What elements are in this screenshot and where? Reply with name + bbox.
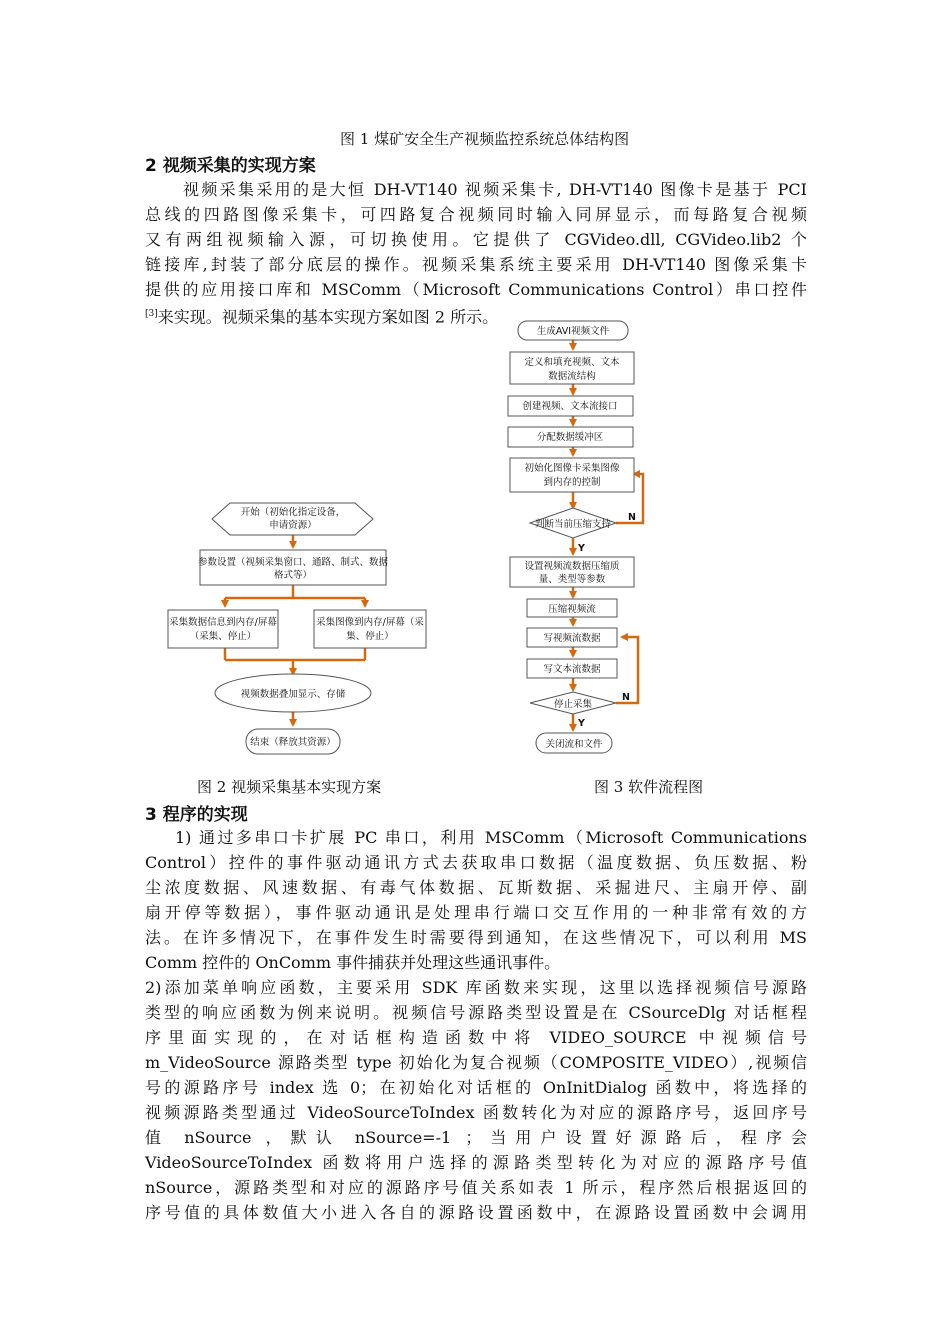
fig2-overlay-text: 视频数据叠加显示、存储 (240, 689, 346, 700)
sec2-line-4: 链接库,封装了部分底层的操作。视频采集系统主要采用 DH-VT140 图像采集卡 (145, 255, 807, 274)
fig2-right-text-2: 集、停止） (346, 631, 394, 642)
fig3-caption: 图 3 软件流程图 (594, 778, 704, 796)
sec3-line-10: m_VideoSource 源路类型 type 初始化为复合视频（COMPOSITE_VIDEO）,视频信 (145, 1053, 807, 1072)
sec3-line-2: Control）控件的事件驱动通讯方式去获取串口数据（温度数据、负压数据、粉 (145, 853, 807, 872)
sec3-line-16: 序号值的具体数值大小进入各自的源路设置函数中，在源路设置函数中会调用 (145, 1203, 807, 1222)
fig2-start-text-1: 开始（初始化指定设备， (240, 507, 346, 518)
fig2-param-text-1: 参数设置（视频采集窗口、通路、制式、数据 (197, 557, 389, 568)
fig2-param-text-2: 格式等） (273, 570, 313, 581)
sec2-line-1: 视频采集采用的是大恒 DH-VT140 视频采集卡, DH-VT140 图像卡是基于 PCI (183, 180, 807, 199)
sec3-line-1: 1) 通过多串口卡扩展 PC 串口，利用 MSComm（Microsoft Communications (175, 828, 807, 847)
section2-heading: 2 视频采集的实现方案 (145, 156, 316, 176)
sec3-line-15: nSource，源路类型和对应的源路序号值关系如表 1 所示，程序然后根据返回的 (145, 1178, 807, 1197)
sec2-line-2: 总线的四路图像采集卡，可四路复合视频同时输入同屏显示，而每路复合视频 (145, 205, 807, 224)
fig3-text-set-2: 量、类型等参数 (538, 574, 606, 585)
fig2-left-node (168, 610, 278, 648)
fig2-right-text-1: 采集图像到内存/屏幕（采 (316, 617, 424, 628)
sec3-line-11: 号的源路序号 index 选 0；在初始化对话框的 OnInitDialog 函数中，将选择的 (145, 1078, 807, 1097)
fig3-text-write-video: 写视频流数据 (543, 633, 601, 644)
fig3-text-allocate: 分配数据缓冲区 (536, 432, 604, 443)
fig3-no-label-2: N (622, 692, 630, 703)
fig3-text-init-1: 初始化图像卡采集图像 (524, 463, 620, 474)
citation-ref: [3] (145, 309, 158, 319)
sec2-line-6-text: 来实现。视频采集的基本实现方案如图 2 所示。 (157, 307, 499, 327)
sec3-line-3: 尘浓度数据、风速数据、有毒气体数据、瓦斯数据、采掘进尺、主扇开停、副 (145, 878, 807, 897)
sec3-line-14: VideoSourceToIndex 函数将用户选择的源路类型转化为对应的源路序号值 (145, 1153, 807, 1172)
fig2-caption: 图 2 视频采集基本实现方案 (197, 778, 382, 796)
sec3-line-5: 法。在许多情况下，在事件发生时需要得到通知，在这些情况下，可以利用 MS (145, 928, 807, 947)
fig3-text-decision-stop: 停止采集 (553, 699, 593, 710)
fig2-left-text-1: 采集数据信息到内存/屏幕 (169, 617, 277, 628)
fig3-yes-label-1: Y (578, 543, 585, 554)
fig3-text-generate-avi: 生成AVI视频文件 (536, 326, 610, 337)
fig3-text-create: 创建视频、文本流接口 (522, 401, 618, 412)
fig3-no-label-1: N (628, 512, 636, 523)
sec3-line-13: 值 nSource ，默认 nSource=-1 ；当用户设置好源路后，程序会 (145, 1128, 807, 1147)
fig2-right-node (314, 610, 426, 648)
sec3-line-4: 扇开停等数据），事件驱动通讯是处理串行端口交互作用的一种非常有效的方 (145, 903, 807, 922)
fig3-text-close: 关闭流和文件 (545, 739, 603, 750)
sec2-line-5: 提供的应用接口库和 MSComm（Microsoft Communications Control）串口控件 (145, 280, 807, 299)
sec2-line-3: 又有两组视频输入源，可切换使用。它提供了 CGVideo.dll, CGVideo.lib2 个 (145, 230, 807, 249)
fig2-start-text-2: 申请资源） (269, 520, 317, 531)
fig3-text-compress: 压缩视频流 (548, 604, 596, 615)
fig2-end-text: 结束（释放其资源） (250, 737, 336, 748)
fig3-text-decision-compress: 判断当前压缩支持 (534, 519, 612, 530)
fig1-caption: 图 1 煤矿安全生产视频监控系统总体结构图 (340, 130, 630, 148)
fig3-text-write-text: 写文本流数据 (543, 664, 601, 675)
sec3-line-9: 序里面实现的，在对话框构造函数中将 VIDEO_SOURCE 中视频信号 (145, 1028, 807, 1047)
fig3-text-define-2: 数据流结构 (548, 371, 596, 382)
fig3-text-set-1: 设置视频流数据压缩质 (524, 561, 620, 572)
sec3-line-8: 类型的响应函数为例来说明。视频信号源路类型设置是在 CSourceDlg 对话框程 (145, 1003, 807, 1022)
sec3-line-7: 2)添加菜单响应函数，主要采用 SDK 库函数来实现，这里以选择视频信号源路 (145, 978, 807, 997)
sec3-line-12: 视频源路类型通过 VideoSourceToIndex 函数转化为对应的源路序号，返回序号 (145, 1103, 807, 1122)
section3-heading: 3 程序的实现 (145, 805, 248, 825)
fig3-text-define-1: 定义和填充视频、文本 (524, 357, 620, 368)
fig3-yes-label-2: Y (578, 718, 585, 729)
sec3-line-6: Comm 控件的 OnComm 事件捕获并处理这些通讯事件。 (145, 953, 561, 972)
fig2-left-text-2: （采集、停止） (189, 631, 257, 642)
fig3-text-init-2: 到内存的控制 (543, 477, 601, 488)
